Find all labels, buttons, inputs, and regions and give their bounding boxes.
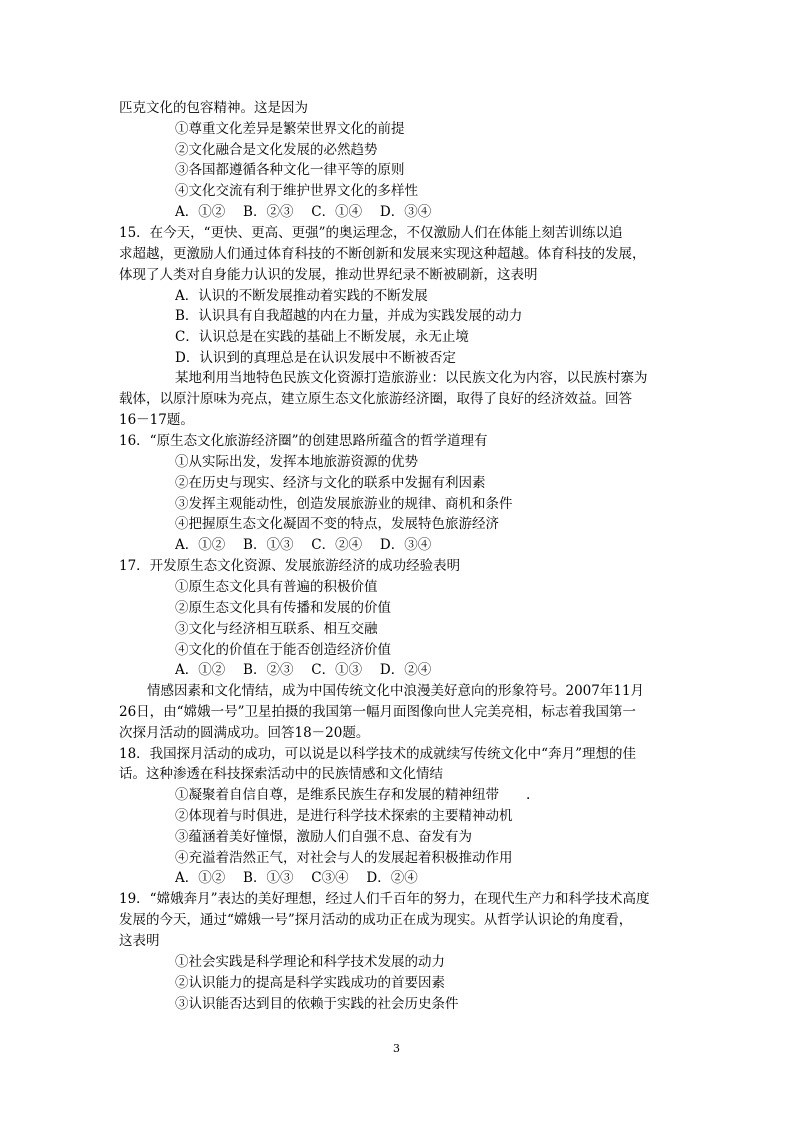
passage-line: 情感因素和文化情结，成为中国传统文化中浪漫美好意向的形象符号。2007年11月 <box>147 683 645 699</box>
text-line: 体现了人类对自身能力认识的发展，推动世界纪录不断被刷新，这表明 <box>119 267 538 283</box>
passage-line: 16－17题。 <box>119 412 194 428</box>
option-line: ②体现着与时俱进，是进行科学技术探索的主要精神动机 <box>175 808 513 824</box>
text-line: 话。这种渗透在科技探索活动中的民族情感和文化情结 <box>119 766 443 782</box>
question-18: 18．我国探月活动的成功，可以说是以科学技术的成就续写传统文化中“奔月”理想的佳 <box>119 746 636 762</box>
passage-line: 载体，以原汁原味为亮点，建立原生态文化旅游经济圈，取得了良好的经济效益。回答 <box>119 391 632 407</box>
option-line: ②认识能力的提高是科学实践成功的首要因素 <box>175 975 445 991</box>
page-number: 3 <box>393 1042 400 1055</box>
option-line: ③蕴涵着美好憧憬，激励人们自强不息、奋发有为 <box>175 829 472 845</box>
option-line: ②原生态文化具有传播和发展的价值 <box>175 600 391 616</box>
choice-c: C．认识总是在实践的基础上不断发展，永无止境 <box>175 329 469 345</box>
option-line: ④文化交流有利于维护世界文化的多样性 <box>175 183 418 199</box>
option-line: ①社会实践是科学理论和科学技术发展的动力 <box>175 954 445 970</box>
option-line: ①从实际出发，发挥本地旅游资源的优势 <box>175 454 418 470</box>
text-line: 匹克文化的包容精神。这是因为 <box>119 100 308 116</box>
option-line: ②在历史与现实、经济与文化的联系中发掘有利因素 <box>175 475 486 491</box>
option-line: ④把握原生态文化凝固不变的特点，发展特色旅游经济 <box>175 516 499 532</box>
question-19: 19．“嫦娥奔月”表达的美好理想，经过人们千百年的努力，在现代生产力和科学技术高度 <box>119 891 650 907</box>
passage-line: 某地利用当地特色民族文化资源打造旅游业：以民族文化为内容，以民族村寨为 <box>175 370 648 386</box>
option-line: ③各国都遵循各种文化一律平等的原则 <box>175 162 405 178</box>
question-16: 16．“原生态文化旅游经济圈”的创建思路所蕴含的哲学道理有 <box>119 433 488 449</box>
text-line: 求超越，更激励人们通过体育科技的不断创新和发展来实现这种超越。体育科技的发展， <box>119 246 646 262</box>
option-line: ③认识能否达到目的依赖于实践的社会历史条件 <box>175 996 459 1012</box>
option-line: ③发挥主观能动性，创造发展旅游业的规律、商机和条件 <box>175 496 513 512</box>
choice-d: D．认识到的真理总是在认识发展中不断被否定 <box>175 350 456 366</box>
option-line: ①原生态文化具有普遍的积极价值 <box>175 579 378 595</box>
option-line: ④充溢着浩然正气，对社会与人的发展起着积极推动作用 <box>175 850 513 866</box>
passage-line: 26日，由“嫦娥一号”卫星拍摄的我国第一幅月面图像向世人完美亮相，标志着我国第一 <box>119 704 636 720</box>
text-line: 这表明 <box>119 933 160 949</box>
text-line: 发展的今天，通过“嫦娥一号”探月活动的成功正在成为现实。从哲学认识论的角度看， <box>119 912 633 928</box>
option-line: ④文化的价值在于能否创造经济价值 <box>175 642 391 658</box>
answer-choices: A．①② B．①③ C③④ D．②④ <box>175 870 418 886</box>
answer-choices: A．①② B．②③ C．①④ D．③④ <box>175 204 432 220</box>
option-line: ①尊重文化差异是繁荣世界文化的前提 <box>175 121 405 137</box>
passage-line: 次探月活动的圆满成功。回答18－20题。 <box>119 725 370 741</box>
question-15: 15．在今天，“更快、更高、更强”的奥运理念，不仅激励人们在体能上刻苦训练以追 <box>119 225 623 241</box>
option-line: ②文化融合是文化发展的必然趋势 <box>175 142 378 158</box>
option-line: ③文化与经济相互联系、相互交融 <box>175 621 378 637</box>
answer-choices: A．①② B．①③ C．②④ D．③④ <box>175 537 432 553</box>
choice-a: A．认识的不断发展推动着实践的不断发展 <box>175 288 428 304</box>
option-line: ①凝聚着自信自尊，是维系民族生存和发展的精神纽带 . <box>175 787 531 803</box>
question-17: 17．开发原生态文化资源、发展旅游经济的成功经验表明 <box>119 558 461 574</box>
answer-choices: A．①② B．②③ C．①③ D．②④ <box>175 662 432 678</box>
choice-b: B．认识具有自我超越的内在力量，并成为实践发展的动力 <box>175 308 523 324</box>
